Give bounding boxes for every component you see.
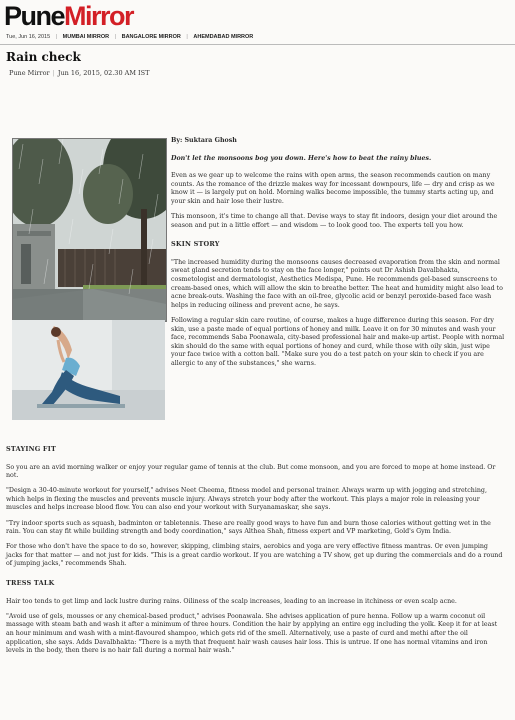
paragraph: This monsoon, it's time to change all that. Devise ways to stay fit indoors, design your diet around the season and put in a little effort — and wisdom — to look good too. The experts tell you how.: [171, 213, 498, 229]
publication-name: Pune Mirror: [9, 69, 50, 77]
nav-link-mumbai[interactable]: MUMBAI MIRROR: [62, 34, 110, 40]
paragraph: "Design a 30-40-minute workout for yourself," advises Neet Cheema, fitness model and personal trainer. Always warm up with jogging and stretching, which helps in flexing the muscles and prevents muscle injury. Always stretch your body after the workout. This plays a major role in releasing your muscles and helps increase blood flow. You can also end your workout with Suryanamaskar, she says.: [6, 487, 487, 512]
masthead: [0, 0, 515, 48]
paragraph: "The increased humidity during the monsoons causes decreased evaporation from the skin and normal sweat gland secretion tends to stay on the face longer," points out Dr Ashish Davalbhakta, cosmetologist and dermatologist, Aesthetics Medispa, Pune. He recommends gel-based sunscreens to cream-based ones, which will allow the skin to breathe better. The heat and humidity might also lead to acne break-outs. Washing the face with an oil-free, glycolic acid or benzyl peroxide-based face wash helps in reducing oiliness and prevent acne, he says.: [171, 258, 503, 309]
article-body-bottom: [6, 445, 506, 662]
divider: [0, 44, 515, 45]
paragraph: "Try indoor sports such as squash, badminton or tabletennis. These are really good ways to have fun and burn those calories without getting wet in the rain. You can stay fit while building strength and body coordination," says Althea Shah, fitness expert and VP marketing, Gold's Gym India.: [6, 519, 491, 536]
article-meta: Pune Mirror | Jun 16, 2015, 02.30 AM IST: [9, 69, 150, 77]
nav-link-bangalore[interactable]: BANGALORE MIRROR: [121, 34, 181, 40]
pune-mirror-logo[interactable]: [4, 0, 133, 32]
nav-link-ahmedabad[interactable]: AHEMDABAD MIRROR: [193, 34, 254, 40]
byline: By: Suktara Ghosh: [171, 137, 237, 144]
logo-pune: Pune: [4, 1, 65, 31]
masthead-date: Tue, Jun 16, 2015: [6, 34, 51, 40]
rain-courtyard-photo: [12, 138, 167, 322]
article-dateline: Jun 16, 2015, 02.30 AM IST: [57, 69, 150, 77]
paragraph: Even as we gear up to welcome the rains with open arms, the season recommends caution on many counts. As the romance of the drizzle makes way for incessant downpours, life — dry and crisp as we know it — is largely put on hold. Morning walks become impossible, the tummy starts acting up, and your skin and hair lose their lustre.: [171, 172, 495, 205]
article-deck: Don't let the monsoons bog you down. Here's how to beat the rainy blues.: [171, 154, 432, 162]
yoga-pose-photo: [12, 320, 165, 420]
section-heading-tress: TRESS TALK: [6, 579, 55, 588]
article-body-top: [171, 137, 505, 375]
paragraph: For those who don't have the space to do so, however, skipping, climbing stairs, aerobics and yoga are very effective fitness mantras. Or even jumping jacks for that matter — and not just for kids. "This is a great cardio workout. If you are watching a TV show, get up during the commercials and do a round of jumping jacks," recommends Shah.: [6, 543, 503, 568]
paragraph: "Avoid use of gels, mousses or any chemical-based product," advises Poonawala. She advises application of pure henna. Follow up a warm coconut oil massage with steam bath and wash it after a minimum of three hours. Condition the hair by applying an entire egg including the yolk. Keep it for at least an hour minimum and wash with a mint-flavoured shampoo, which gets rid of the smell. Alternatively, use a paste of curd and methi after the oil application, she says. Adds Davalbhakta: "There is a myth that frequent hair wash causes hair loss. This is untrue. If one has normal vitamins and iron levels in the body, then there is no hair fall during a normal hair wash.": [6, 612, 498, 655]
section-heading-skin: SKIN STORY: [171, 240, 220, 249]
paragraph: Hair too tends to get limp and lack lustre during rains. Oiliness of the scalp increases, leading to an increase in itchiness or even scalp acne.: [6, 597, 457, 605]
edition-nav: Tue, Jun 16, 2015 | MUMBAI MIRROR | BANGALORE MIRROR | AHEMDABAD MIRROR: [6, 34, 254, 40]
article-title: Rain check: [6, 50, 81, 64]
section-heading-fit: STAYING FIT: [6, 445, 57, 453]
paragraph: So you are an avid morning walker or enjoy your regular game of tennis at the club. But come monsoon, and you are forced to mope at home instead. Or not.: [6, 463, 496, 480]
paragraph: Following a regular skin care routine, of course, makes a huge difference during this season. For dry skin, use a paste made of equal portions of honey and milk. Leave it on for 30 minutes and wash your face, recommends Saba Poonawala, city-based professional hair and make-up artist. People with normal skin should do the same with equal portions of honey and curd, while those with oily skin, just wipe your face twice with a cotton ball. "Make sure you do a test patch on your skin to check if you are allergic to any of the substances," she warns.: [171, 316, 505, 367]
logo-mirror: Mirror: [64, 1, 134, 31]
